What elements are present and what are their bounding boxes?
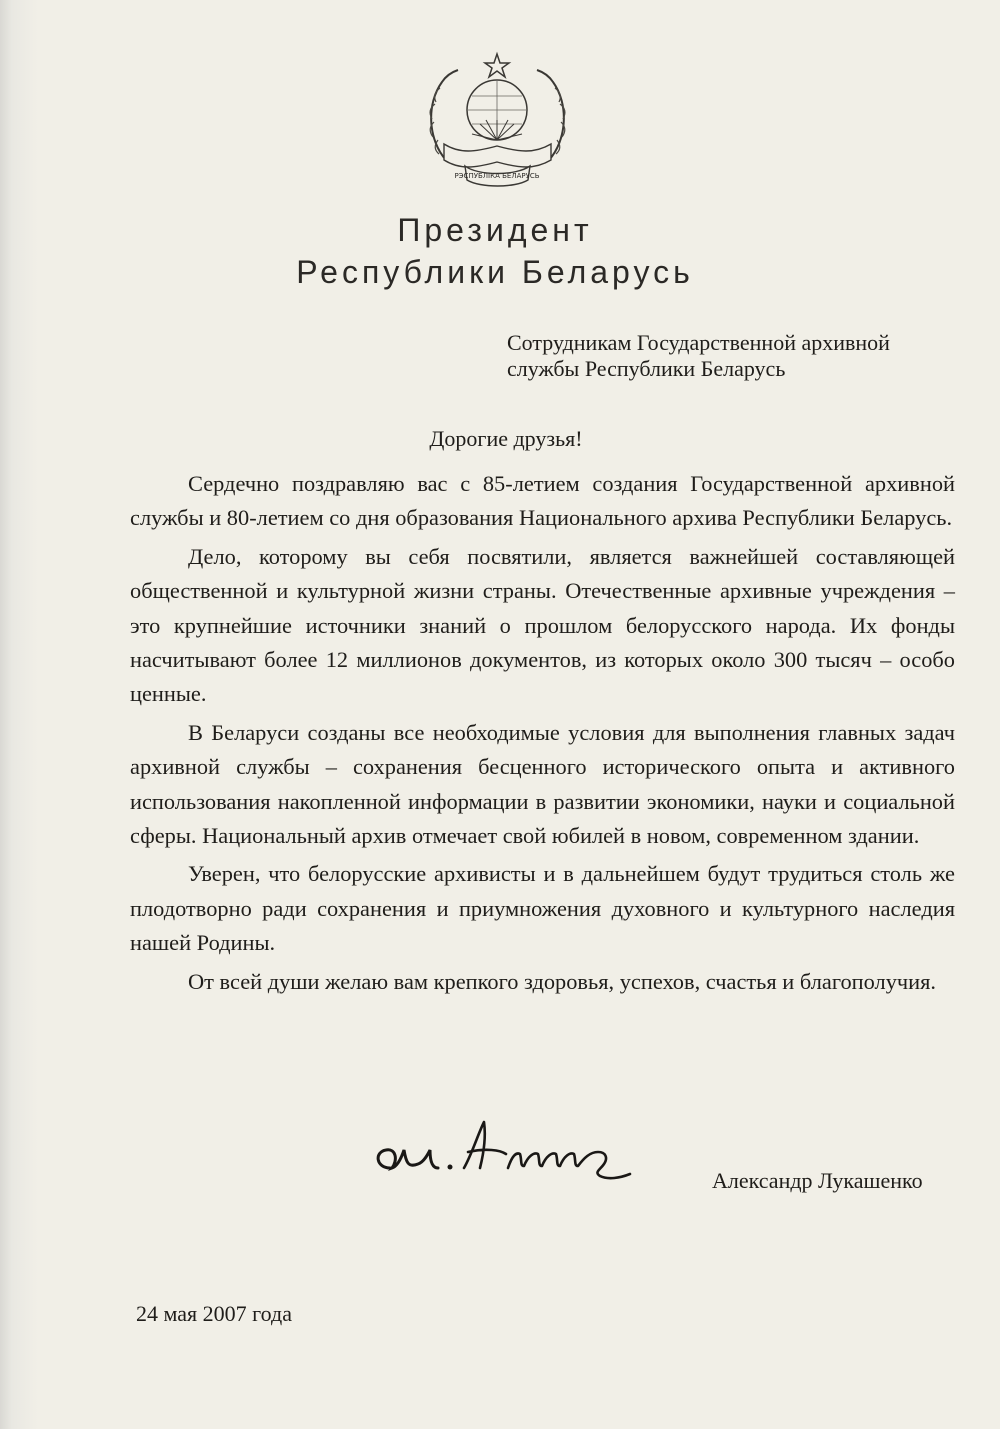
- letter-date: 24 мая 2007 года: [136, 1301, 292, 1326]
- header-title-line2: Республики Беларусь: [296, 254, 694, 290]
- paragraph-3: В Беларуси созданы все необходимые условия для выполнения главных задач архивной службы – сохранения бесценного исторического опыта и активного использования накопленной информации в развитии экономики, науки и социальной сферы. Национальный архив отмечает свой юбилей в новом, современном здании.: [130, 719, 955, 849]
- paragraph-1: Сердечно поздравляю вас с 85-летием создания Государственной архивной службы и 80-летием со дня образования Национального архива Республики Беларусь.: [130, 471, 955, 531]
- header-title-line1: Президент: [397, 212, 593, 248]
- paragraph-5: От всей души желаю вам крепкого здоровья, успехов, счастья и благополучия.: [188, 968, 937, 994]
- addressee-line2: службы Республики Беларусь: [507, 356, 786, 381]
- belarus-state-emblem-icon: [420, 48, 575, 193]
- letter-body: [130, 467, 955, 1003]
- greeting: Дорогие друзья!: [429, 426, 583, 451]
- signer-name: Александр Лукашенко: [712, 1168, 923, 1193]
- paragraph-2: Дело, которому вы себя посвятили, является важнейшей составляющей общественной и культурной жизни страны. Отечественные архивные учреждения – это крупнейшие источники знаний о прошлом белорусского народа. Их фонды насчитывают более 12 миллионов документов, из которых около 300 тысяч – особо ценные.: [130, 543, 955, 707]
- handwritten-signature-icon: [368, 1110, 658, 1190]
- addressee-line1: Сотрудникам Государственной архивной: [507, 330, 890, 355]
- paragraph-4: Уверен, что белорусские архивисты и в дальнейшем будут трудиться столь же плодотворно ради сохранения и приумножения духовного и культурного наследия нашей Родины.: [130, 861, 955, 956]
- emblem-ribbon-text: РЭСПУБЛІКА БЕЛАРУСЬ: [454, 172, 540, 180]
- addressee: [507, 330, 967, 382]
